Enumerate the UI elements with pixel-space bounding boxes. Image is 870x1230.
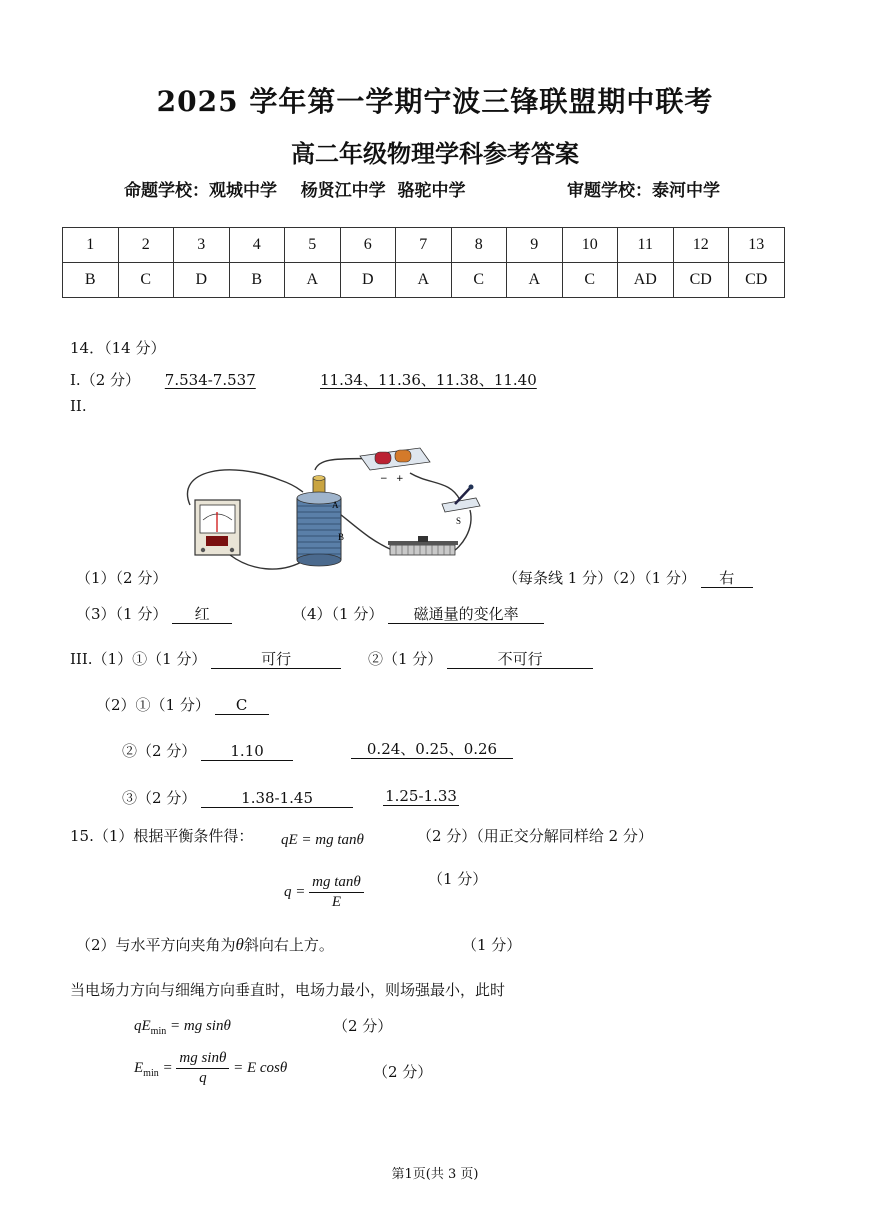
- answer-cell: C: [562, 263, 618, 298]
- q15-eq2-score: （1 分）: [428, 870, 488, 888]
- answer-cell: C: [451, 263, 507, 298]
- answer-cell: D: [340, 263, 396, 298]
- question-number-cell: 8: [451, 228, 507, 263]
- answer-cell: B: [229, 263, 285, 298]
- coil-label-b: B: [338, 532, 345, 542]
- battery-holder: [360, 448, 430, 470]
- question-number-cell: 6: [340, 228, 396, 263]
- question-number-cell: 1: [63, 228, 119, 263]
- question-number-cell: 2: [118, 228, 174, 263]
- q14-iii-1-line: [70, 648, 341, 669]
- q14-part1-answer-2-wrap: [320, 369, 537, 390]
- q14-p1-note: （每条线 1 分）（2）（1 分）: [503, 569, 696, 587]
- setter-schools: [124, 176, 466, 201]
- q14-part2-label: II.: [70, 397, 87, 415]
- wire-battery-to-switch: [410, 473, 460, 500]
- q14-p3-line: [76, 603, 232, 624]
- coil-assembly: [297, 476, 341, 567]
- switch: [442, 485, 480, 513]
- q15-eq3-score: （2 分）: [333, 1017, 393, 1035]
- q14-iii-2-answer: C: [215, 696, 269, 715]
- q15-eq4-numerator: mg sinθ: [176, 1050, 229, 1069]
- q15-eq4-E: E: [134, 1059, 144, 1076]
- q14-iii-label: III.（1）①（1 分）: [70, 650, 207, 668]
- q15-eq1: qE = mg tanθ: [281, 832, 364, 848]
- question-number-cell: 12: [673, 228, 729, 263]
- question-number-cell: 3: [174, 228, 230, 263]
- setter-school-2: 杨贤江中学: [300, 181, 386, 201]
- question-number-cell: 4: [229, 228, 285, 263]
- q14-p2-answer: 右: [701, 569, 753, 588]
- q14-iii-1b-answer: 不可行: [447, 650, 593, 669]
- q14-iii-2b-answer-1: 1.10: [201, 742, 293, 761]
- coil-label-a: A: [332, 500, 339, 510]
- q14-iii-2b-label: ②（2 分）: [122, 742, 197, 760]
- q15-eq2: [284, 874, 364, 911]
- q15-eq3-q: qE: [134, 1018, 151, 1034]
- setter-label: 命题学校：观城中学: [124, 181, 277, 201]
- reviewer-school: 审题学校：泰河中学: [567, 181, 720, 201]
- battery-plus-label: +: [396, 474, 404, 484]
- answer-cell: CD: [729, 263, 785, 298]
- q15-line2-post: 斜向右上方。: [243, 936, 334, 954]
- q15-eq4-score: （2 分）: [373, 1063, 433, 1081]
- page-subtitle: 高二年级物理学科参考答案: [291, 139, 579, 168]
- q15-eq3-rhs: = mg sinθ: [166, 1018, 231, 1034]
- q15-line3: 当电场力方向与细绳方向垂直时，电场力最小，则场强最小，此时: [70, 981, 506, 999]
- q14-part1-label: I.（2 分）: [70, 371, 141, 389]
- page-title: 2025 学年第一学期宁波三锋联盟期中联考: [156, 85, 714, 118]
- q15-eq2-lhs: q =: [284, 883, 306, 900]
- question-number-row: [63, 228, 785, 263]
- q14-p4-line: [292, 603, 544, 624]
- q15-line2: [76, 934, 334, 955]
- q14-p3-label: （3）（1 分）: [76, 605, 168, 623]
- q15-line2-theta: θ: [235, 935, 244, 954]
- answer-cell: AD: [618, 263, 674, 298]
- q14-heading: 14．（14 分）: [70, 339, 166, 357]
- q14-p2-line: [503, 567, 753, 588]
- q14-p4-label: （4）（1 分）: [292, 605, 384, 623]
- q15-eq4-fraction: [176, 1050, 229, 1087]
- q14-iii-2c-label: ③（2 分）: [122, 789, 197, 807]
- q14-p1-label: （1）（2 分）: [76, 569, 168, 587]
- question-number-cell: 10: [562, 228, 618, 263]
- q14-iii-2c-answer-1: 1.38-1.45: [201, 789, 353, 808]
- answer-cell: B: [63, 263, 119, 298]
- q14-iii-1-answer: 可行: [211, 650, 341, 669]
- q15-eq1-score: （2 分）（用正交分解同样给 2 分）: [417, 827, 653, 845]
- q15-line1-label: 15.（1）根据平衡条件得：: [70, 827, 254, 845]
- rheostat: [388, 536, 458, 555]
- q14-iii-2c-answer-2-wrap: [383, 787, 459, 806]
- q14-iii-2-line: [96, 694, 269, 715]
- q15-eq3-sub: min: [150, 1026, 167, 1037]
- q14-iii-2b-line: [122, 740, 293, 761]
- q15-eq4-sub: min: [143, 1067, 159, 1079]
- answer-cell: A: [507, 263, 563, 298]
- q14-iii-2c-answer-2: 1.25-1.33: [383, 787, 459, 806]
- switch-label-s: S: [456, 516, 462, 526]
- answer-cell: A: [285, 263, 341, 298]
- q15-eq4-eq: =: [158, 1059, 173, 1076]
- q15-line2-pre: （2）与水平方向夹角为: [76, 936, 236, 954]
- q14-part1-answer-1: 7.534-7.537: [164, 371, 256, 389]
- q14-p4-answer: 磁通量的变化率: [388, 605, 544, 624]
- circuit-diagram: [170, 440, 500, 580]
- answer-cell: C: [118, 263, 174, 298]
- q14-part1-answer-2: 11.34、11.36、11.38、11.40: [320, 371, 537, 389]
- answer-cell: D: [174, 263, 230, 298]
- question-number-cell: 7: [396, 228, 452, 263]
- q14-iii-2b-answer-2: 0.24、0.25、0.26: [351, 740, 513, 759]
- q15-line2-score: （1 分）: [462, 936, 522, 954]
- q14-iii-1b-label: ②（1 分）: [368, 650, 443, 668]
- question-number-cell: 13: [729, 228, 785, 263]
- q14-p3-answer: 红: [172, 605, 232, 624]
- answer-table: [62, 227, 785, 298]
- q15-eq2-numerator: mg tanθ: [309, 874, 364, 893]
- q15-eq4: [134, 1050, 287, 1087]
- answer-cell: A: [396, 263, 452, 298]
- q14-iii-1b-line: [368, 648, 593, 669]
- q14-iii-2-label: （2）①（1 分）: [96, 696, 210, 714]
- q15-eq4-denominator: q: [199, 1070, 207, 1086]
- q14-iii-2c-line: [122, 787, 353, 808]
- q15-eq2-fraction: [309, 874, 364, 911]
- wire-coil-to-rheostat: [335, 510, 392, 550]
- q14-iii-2b-answer-2-wrap: [351, 740, 513, 759]
- setter-school-3: 骆驼中学: [397, 181, 466, 201]
- page-footer: 第1页(共 3 页): [391, 1167, 479, 1182]
- question-number-cell: 11: [618, 228, 674, 263]
- answer-row: [63, 263, 785, 298]
- galvanometer: [195, 500, 240, 555]
- q15-eq3: [134, 1018, 231, 1037]
- q15-eq4-rhs: = E cosθ: [233, 1059, 288, 1076]
- answer-cell: CD: [673, 263, 729, 298]
- question-number-cell: 9: [507, 228, 563, 263]
- battery-minus-label: −: [380, 474, 388, 484]
- q15-eq2-denominator: E: [331, 894, 342, 910]
- question-number-cell: 5: [285, 228, 341, 263]
- wire-galvanometer-to-coil-bottom: [230, 555, 305, 569]
- q14-part1: [70, 369, 256, 390]
